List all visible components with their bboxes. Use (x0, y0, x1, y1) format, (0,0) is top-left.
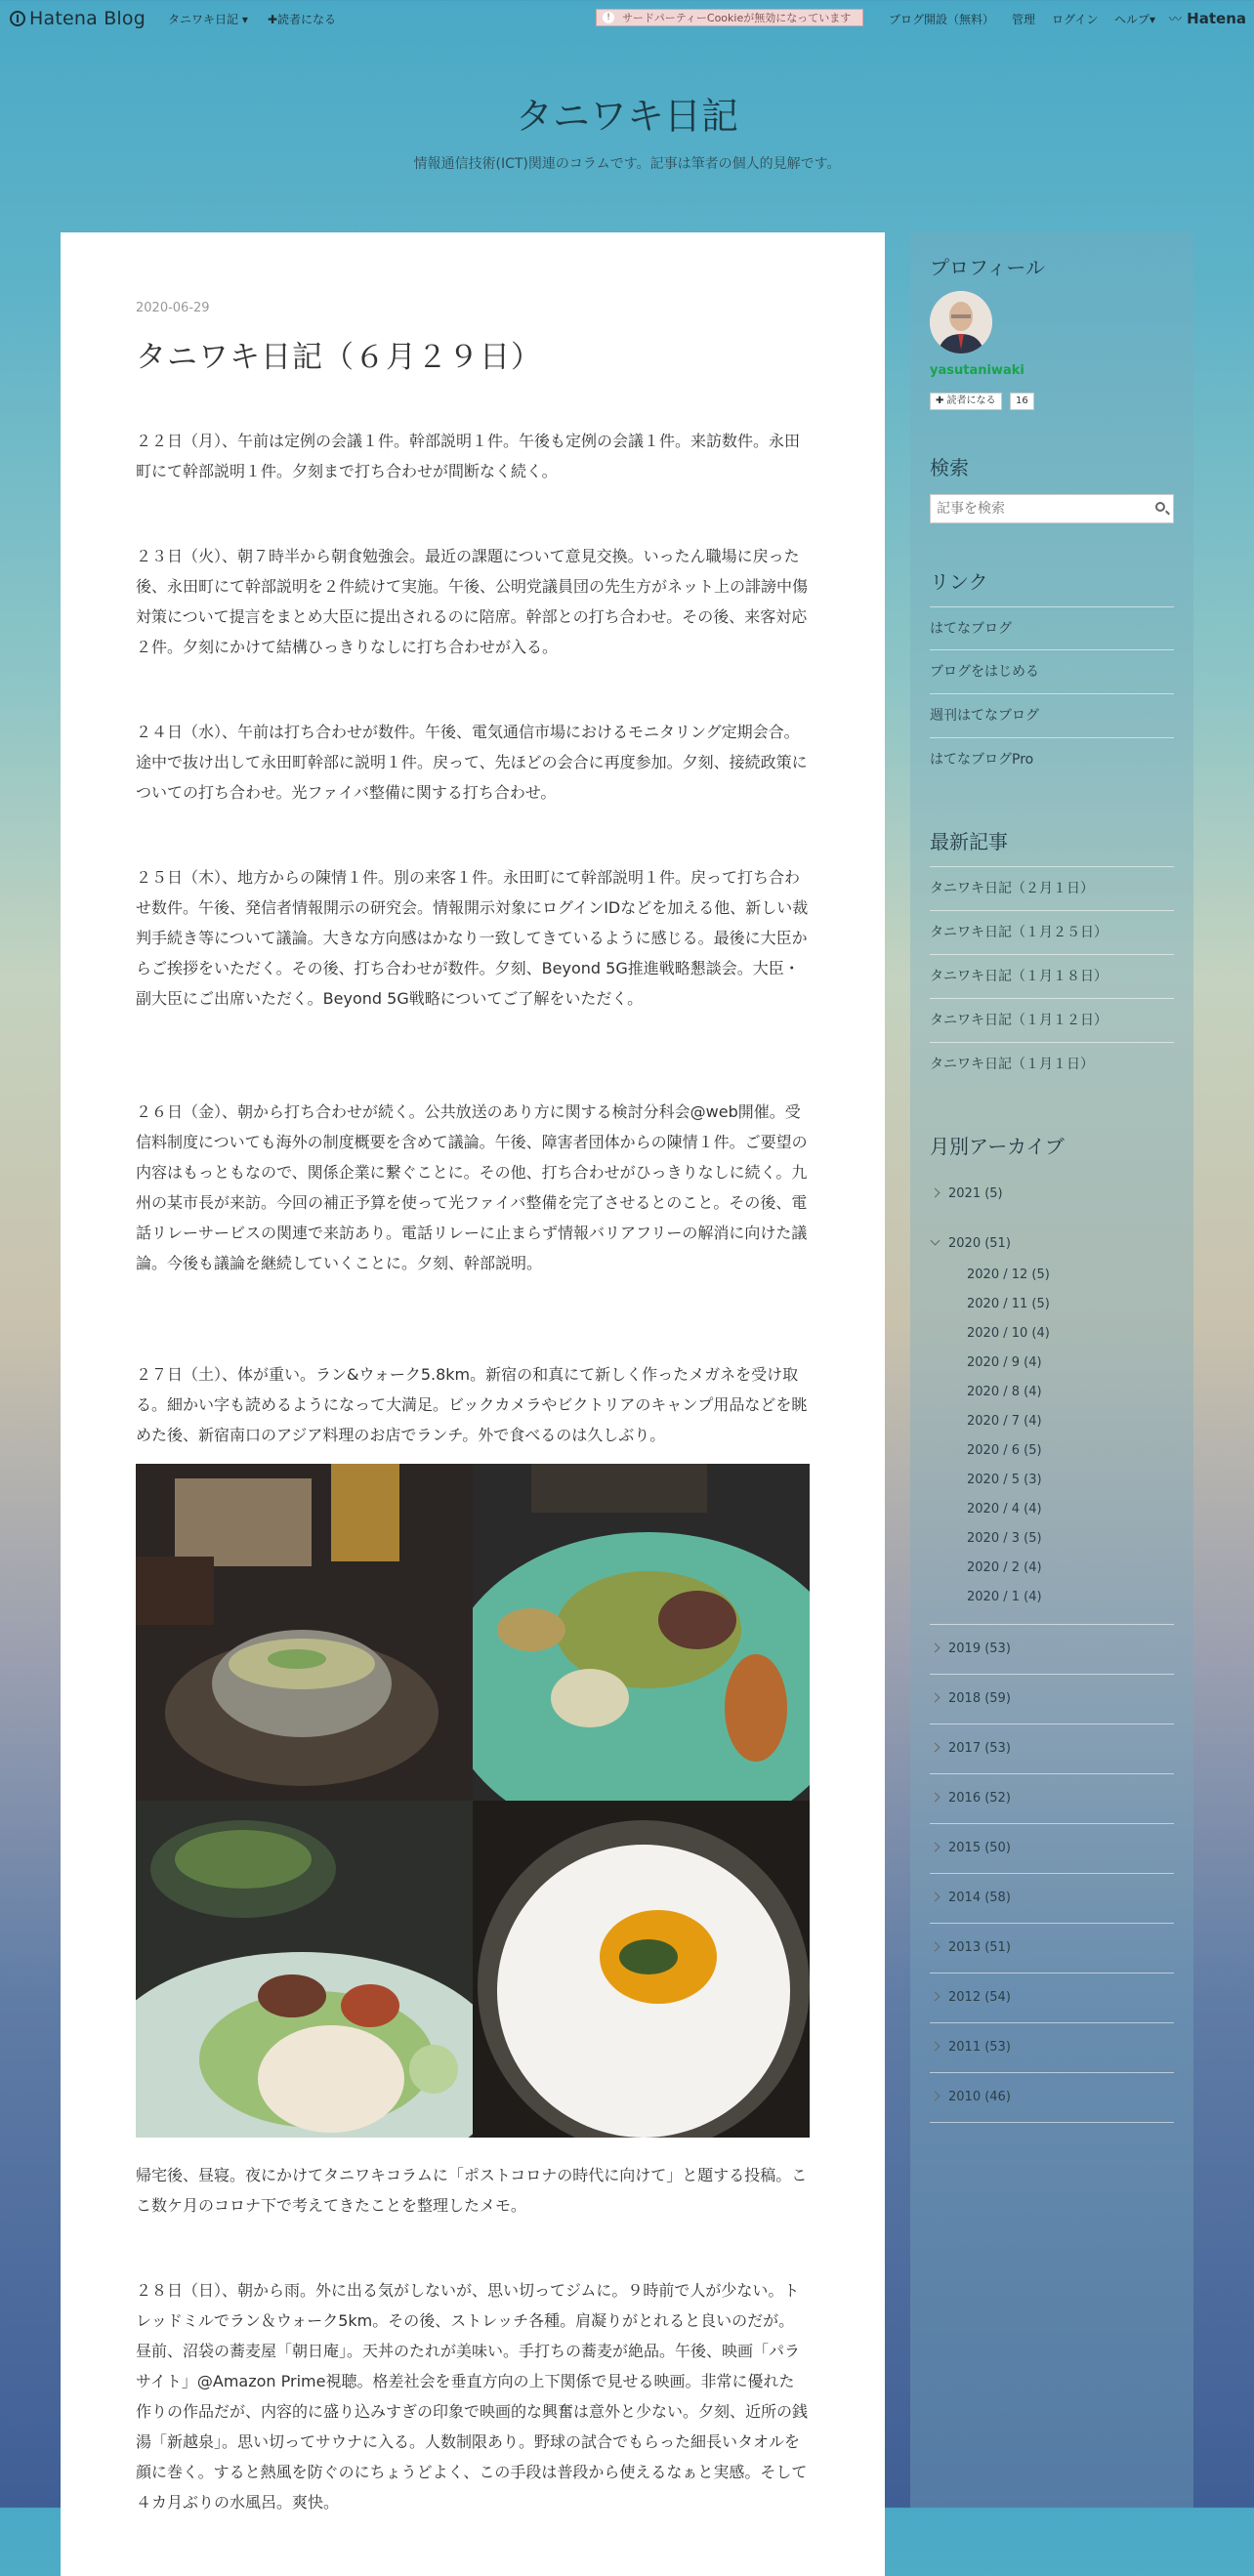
archive-year[interactable] (930, 1924, 1174, 1974)
help-menu[interactable] (1114, 11, 1155, 27)
photo-collage[interactable] (136, 1464, 810, 2138)
search-icon[interactable] (1155, 502, 1165, 512)
archive-month[interactable]: 2020 / 9 (4) (967, 1355, 1042, 1370)
post-paragraph: ２７日（土）、体が重い。ラン&ウォーク5.8km。新宿の和真にて新しく作ったメガネを受け取る。細かい字も読めるようになって大満足。ビックカメラやビクトリアのキャンプ用品などを眺めた後、新宿南口のアジア料理のお店でランチ。外で食べるのは久しぶり。 (136, 1365, 808, 1444)
photo-dessert[interactable] (473, 1801, 810, 2138)
chevron-right-icon (931, 1793, 940, 1803)
chevron-right-icon (931, 1693, 940, 1703)
link-hatena-blog[interactable]: はてなブログ (930, 606, 1174, 650)
manage-link[interactable]: 管理 (1012, 13, 1036, 26)
caret-down-icon: ▾ (1150, 13, 1156, 26)
archive-month[interactable]: 2020 / 4 (4) (967, 1502, 1042, 1517)
hatena-logo-icon (10, 11, 25, 26)
chevron-right-icon (931, 2042, 940, 2052)
archive-year-label: 2010 (46) (948, 2090, 1011, 2104)
links-heading: リンク (930, 570, 988, 594)
post-paragraph: ２３日（火）、朝７時半から朝食勉強会。最近の課題について意見交換。いったん職場に戻った後、永田町にて幹部説明を２件続けて実施。午後、公明党議員団の先生方がネット上の誹謗中傷対策について提言をまとめ大臣に提出されるのに陪席。幹部との打ち合わせ。その後、来客対応２件。夕刻にかけて結構ひっきりなしに打ち合わせが入る。 (136, 547, 809, 656)
post-paragraph: 帰宅後、昼寝。夜にかけてタニワキコラムに「ポストコロナの時代に向けて」と題する投稿。ここ数ケ月のコロナ下で考えてきたことを整理したメモ。 (136, 2166, 808, 2215)
archive-year-label: 2021 (5) (948, 1186, 1003, 1201)
archive-year[interactable] (930, 1774, 1174, 1824)
archive-year[interactable] (930, 1625, 1174, 1675)
profile-heading: プロフィール (930, 256, 1045, 279)
chevron-right-icon (931, 1892, 940, 1902)
archive-month[interactable]: 2020 / 12 (5) (967, 1267, 1050, 1282)
chevron-down-icon (931, 1236, 940, 1246)
link-weekly-hatena[interactable]: 週刊はてなブログ (930, 693, 1174, 737)
login-link[interactable]: ログイン (1052, 13, 1099, 26)
blog-title[interactable]: タニワキ日記 (515, 95, 738, 138)
sidebar (910, 232, 1193, 2508)
archive-year-label: 2014 (58) (948, 1890, 1011, 1905)
global-header (0, 0, 1254, 35)
archive-year-label: 2016 (52) (948, 1791, 1011, 1806)
archive-year-label: 2018 (59) (948, 1691, 1011, 1706)
post-paragraph: ２４日（水）、午前は打ち合わせが数件。午後、電気通信市場におけるモニタリング定期会合。途中で抜け出して永田町幹部に説明１件。戻って、先ほどの会合に再度参加。夕刻、接続政策についての打ち合わせ。光ファイバ整備に関する打ち合わせ。 (136, 723, 808, 802)
archive-month[interactable]: 2020 / 8 (4) (967, 1385, 1042, 1399)
username-link[interactable]: yasutaniwaki (930, 363, 1024, 378)
recent-post[interactable]: タニワキ日記（１月１２日） (930, 998, 1174, 1042)
follower-count[interactable]: 16 (1010, 393, 1034, 410)
archive-year-label: 2013 (51) (948, 1940, 1011, 1955)
chevron-right-icon (931, 1743, 940, 1753)
archive-month[interactable]: 2020 / 7 (4) (967, 1414, 1042, 1429)
blog-menu[interactable] (168, 11, 248, 27)
chevron-right-icon (931, 1188, 940, 1198)
archive-month[interactable]: 2020 / 1 (4) (967, 1590, 1042, 1604)
avatar[interactable] (930, 291, 992, 353)
recent-heading: 最新記事 (930, 830, 1008, 853)
photo-chicken-rice[interactable] (136, 1801, 473, 2138)
recent-post[interactable]: タニワキ日記（２月１日） (930, 866, 1174, 910)
post-paragraph: ２８日（日）、朝から雨。外に出る気がしないが、思い切ってジムに。９時前で人が少ない。トレッドミルでラン＆ウォーク5km。その後、ストレッチ各種。肩凝りがとれると良いのだが。昼前、沼袋の蕎麦屋「朝日庵」。天丼のたれが美味い。手打ちの蕎麦が絶品。午後、映画「パラサイト」@Amazon Prime視聴。格差社会を垂直方向の上下関係で見せる映画。非常に優れた作りの作品だが、内容的に盛り込みすぎの印象で映画的な興奮は意外と少ない。夕刻、近所の銭湯「新越泉」。思い切ってサウナに入る。人数制限あり。野球の試合でもらった細長いタオルを顔に巻く。すると熱風を防ぐのにちょうどよく、この手段は普段から使えるなぁと実感。そして４カ月ぶりの水風呂。爽快。 (136, 2281, 809, 2512)
chevron-right-icon (931, 1992, 940, 2002)
archive-year-2021[interactable] (930, 1170, 1174, 1219)
hatena-link[interactable] (1169, 9, 1246, 27)
subscribe-link[interactable]: ✚読者になる (268, 13, 337, 26)
search-input[interactable] (931, 495, 1148, 522)
photo-salad[interactable] (473, 1464, 810, 1801)
post-paragraph: ２５日（木）、地方からの陳情１件。別の来客１件。永田町にて幹部説明１件。戻って打ち合わせ数件。午後、発信者情報開示の研究会。情報開示対象にログインIDなどを加える他、新しい裁判手続き等について議論。大きな方向感はかなり一致してきているように感じる。最後に大臣からご挨拶をいただく。その後、打ち合わせが数件。夕刻、Beyond 5G推進戦略懇談会。大臣・副大臣にご出席いただく。Beyond 5G戦略についてご了解をいただく。 (136, 868, 809, 1008)
link-hatena-pro[interactable]: はてなブログPro (930, 737, 1174, 781)
archive-year-label: 2017 (53) (948, 1741, 1011, 1756)
photo-soup[interactable] (136, 1464, 473, 1801)
archive-year[interactable] (930, 2023, 1174, 2073)
archive-year-label: 2020 (51) (948, 1236, 1011, 1251)
post-title[interactable]: タニワキ日記（６月２９日） (136, 340, 542, 375)
archive-year[interactable] (930, 1675, 1174, 1724)
archive-year-2020[interactable] (930, 1220, 1174, 1268)
archive-month[interactable]: 2020 / 11 (5) (967, 1297, 1050, 1311)
start-blog-link[interactable]: ブログ開設（無料） (889, 13, 995, 26)
chevron-right-icon (931, 1843, 940, 1852)
brand-text: Hatena Blog (29, 8, 146, 29)
hatena-label: Hatena (1187, 10, 1246, 27)
hatena-mark-icon: 〰 (1168, 13, 1182, 27)
blog-description: 情報通信技術(ICT)関連のコラムです。記事は筆者の個人的見解です。 (413, 156, 841, 172)
help-label: ヘルプ (1114, 13, 1150, 26)
archive-month[interactable]: 2020 / 3 (5) (967, 1531, 1042, 1546)
blog-menu-label: タニワキ日記 (168, 13, 239, 26)
archive-year-label: 2019 (53) (948, 1641, 1011, 1656)
search-heading: 検索 (930, 456, 969, 479)
cookie-notice-text: サードパーティーCookieが無効になっています (622, 12, 852, 24)
hatena-blog-logo[interactable] (10, 8, 146, 29)
archive-year[interactable] (930, 1724, 1174, 1774)
post-paragraph: ２６日（金）、朝から打ち合わせが続く。公共放送のあり方に関する検討分科会@web開催。受信料制度についても海外の制度概要を含めて議論。午後、障害者団体からの陳情１件。ご要望の内容はもっともなので、関係企業に繋ぐことに。その他、打ち合わせがひっきりなしに続く。九州の某市長が来訪。今回の補正予算を使って光ファイバ整備を完了させるとのこと。その後、電話リレーサービスの関連で来訪あり。電話リレーに止まらず情報バリアフリーの解消に向けた議論。今後も議論を継続していくことに。夕刻、幹部説明。 (136, 1102, 808, 1272)
archive-year-label: 2011 (53) (948, 2040, 1011, 2055)
follow-button[interactable]: ✚ 読者になる (930, 393, 1002, 410)
article (61, 232, 885, 2576)
search-form (930, 494, 1174, 523)
post-date[interactable]: 2020-06-29 (136, 301, 210, 315)
archive-year-label: 2015 (50) (948, 1841, 1011, 1855)
archive-year[interactable] (930, 1974, 1174, 2023)
archive-year[interactable] (930, 1824, 1174, 1874)
chevron-right-icon (931, 2092, 940, 2101)
recent-post[interactable]: タニワキ日記（１月２５日） (930, 910, 1174, 954)
archive-month[interactable]: 2020 / 10 (4) (967, 1326, 1050, 1341)
archive-year[interactable] (930, 1874, 1174, 1924)
link-start-blog[interactable]: ブログをはじめる (930, 649, 1174, 693)
info-icon: ! (603, 12, 614, 23)
archive-year[interactable] (930, 2073, 1174, 2123)
chevron-right-icon (931, 1942, 940, 1952)
cookie-notice[interactable] (596, 9, 863, 26)
post-paragraph: ２２日（月）、午前は定例の会議１件。幹部説明１件。午後も定例の会議１件。来訪数件。永田町にて幹部説明１件。夕刻まで打ち合わせが間断なく続く。 (136, 432, 801, 480)
caret-down-icon: ▾ (241, 13, 248, 26)
archive-year-label: 2012 (54) (948, 1990, 1011, 2005)
archive-heading: 月別アーカイブ (930, 1135, 1065, 1158)
chevron-right-icon (931, 1643, 940, 1653)
archive-month[interactable]: 2020 / 5 (3) (967, 1473, 1042, 1487)
recent-post[interactable]: タニワキ日記（１月１日） (930, 1042, 1174, 1086)
archive-month[interactable]: 2020 / 2 (4) (967, 1560, 1042, 1575)
archive-month[interactable]: 2020 / 6 (5) (967, 1443, 1042, 1458)
recent-post[interactable]: タニワキ日記（１月１８日） (930, 954, 1174, 998)
